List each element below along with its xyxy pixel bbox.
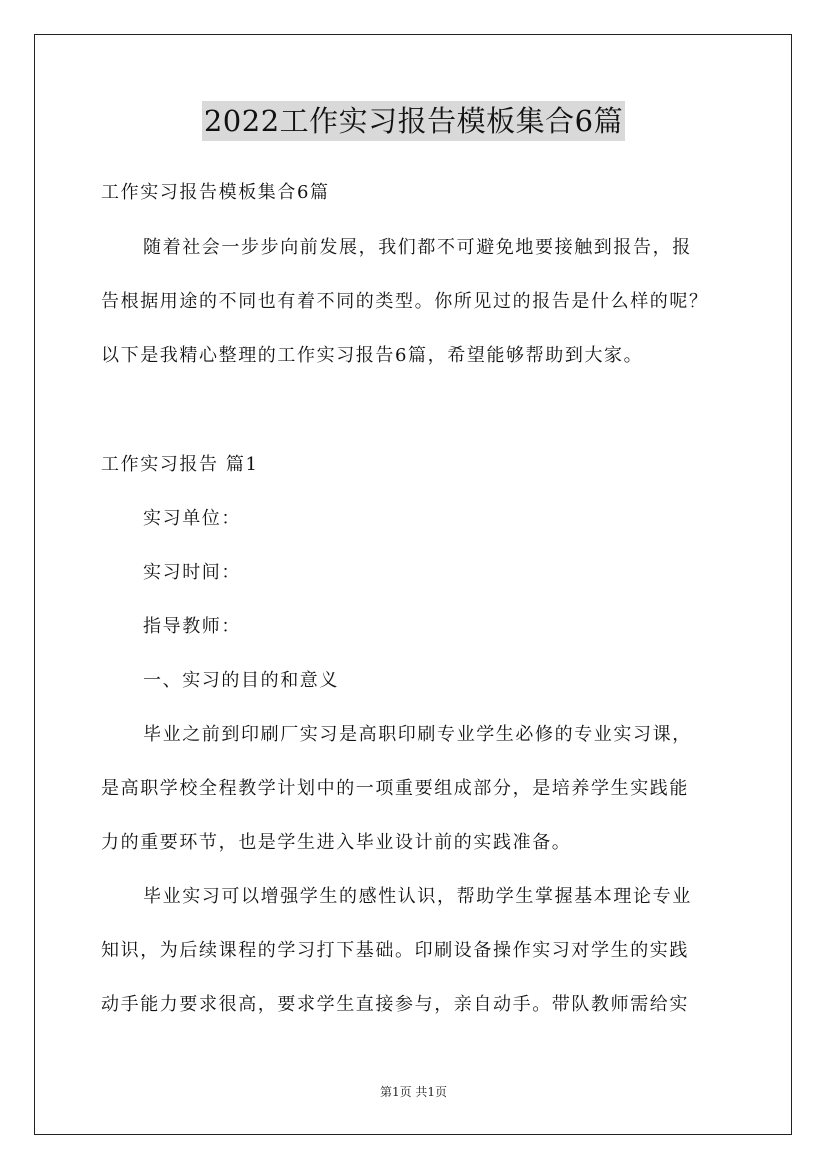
- section-heading: 工作实习报告 篇1: [101, 454, 259, 475]
- intro-line-1: 随着社会一步步向前发展，我们都不可避免地要接触到报告，报: [143, 237, 692, 258]
- document-title: 2022工作实习报告模板集合6篇: [202, 101, 625, 141]
- field-internship-time: 实习时间：: [143, 562, 241, 583]
- para1-line-3: 力的重要环节，也是学生进入毕业设计前的实践准备。: [101, 832, 572, 853]
- field-internship-unit: 实习单位：: [143, 508, 241, 529]
- document-subtitle: 工作实习报告模板集合6篇: [101, 182, 330, 203]
- para1-line-2: 是高职学校全程教学计划中的一项重要组成部分，是培养学生实践能: [101, 778, 689, 799]
- para2-line-1: 毕业实习可以增强学生的感性认识，帮助学生掌握基本理论专业: [143, 886, 692, 907]
- field-instructor: 指导教师：: [143, 616, 241, 637]
- page-footer: 第1页 共1页: [379, 1085, 448, 1099]
- part-heading: 一、实习的目的和意义: [143, 670, 339, 691]
- intro-line-2: 告根据用途的不同也有着不同的类型。你所见过的报告是什么样的呢？: [101, 291, 709, 312]
- para2-line-3: 动手能力要求很高，要求学生直接参与，亲自动手。带队教师需给实: [101, 994, 689, 1015]
- para1-line-1: 毕业之前到印刷厂实习是高职印刷专业学生必修的专业实习课，: [143, 724, 692, 745]
- title-container: [0, 101, 827, 141]
- intro-line-3: 以下是我精心整理的工作实习报告6篇，希望能够帮助到大家。: [101, 345, 644, 366]
- para2-line-2: 知识，为后续课程的学习打下基础。印刷设备操作实习对学生的实践: [101, 940, 689, 961]
